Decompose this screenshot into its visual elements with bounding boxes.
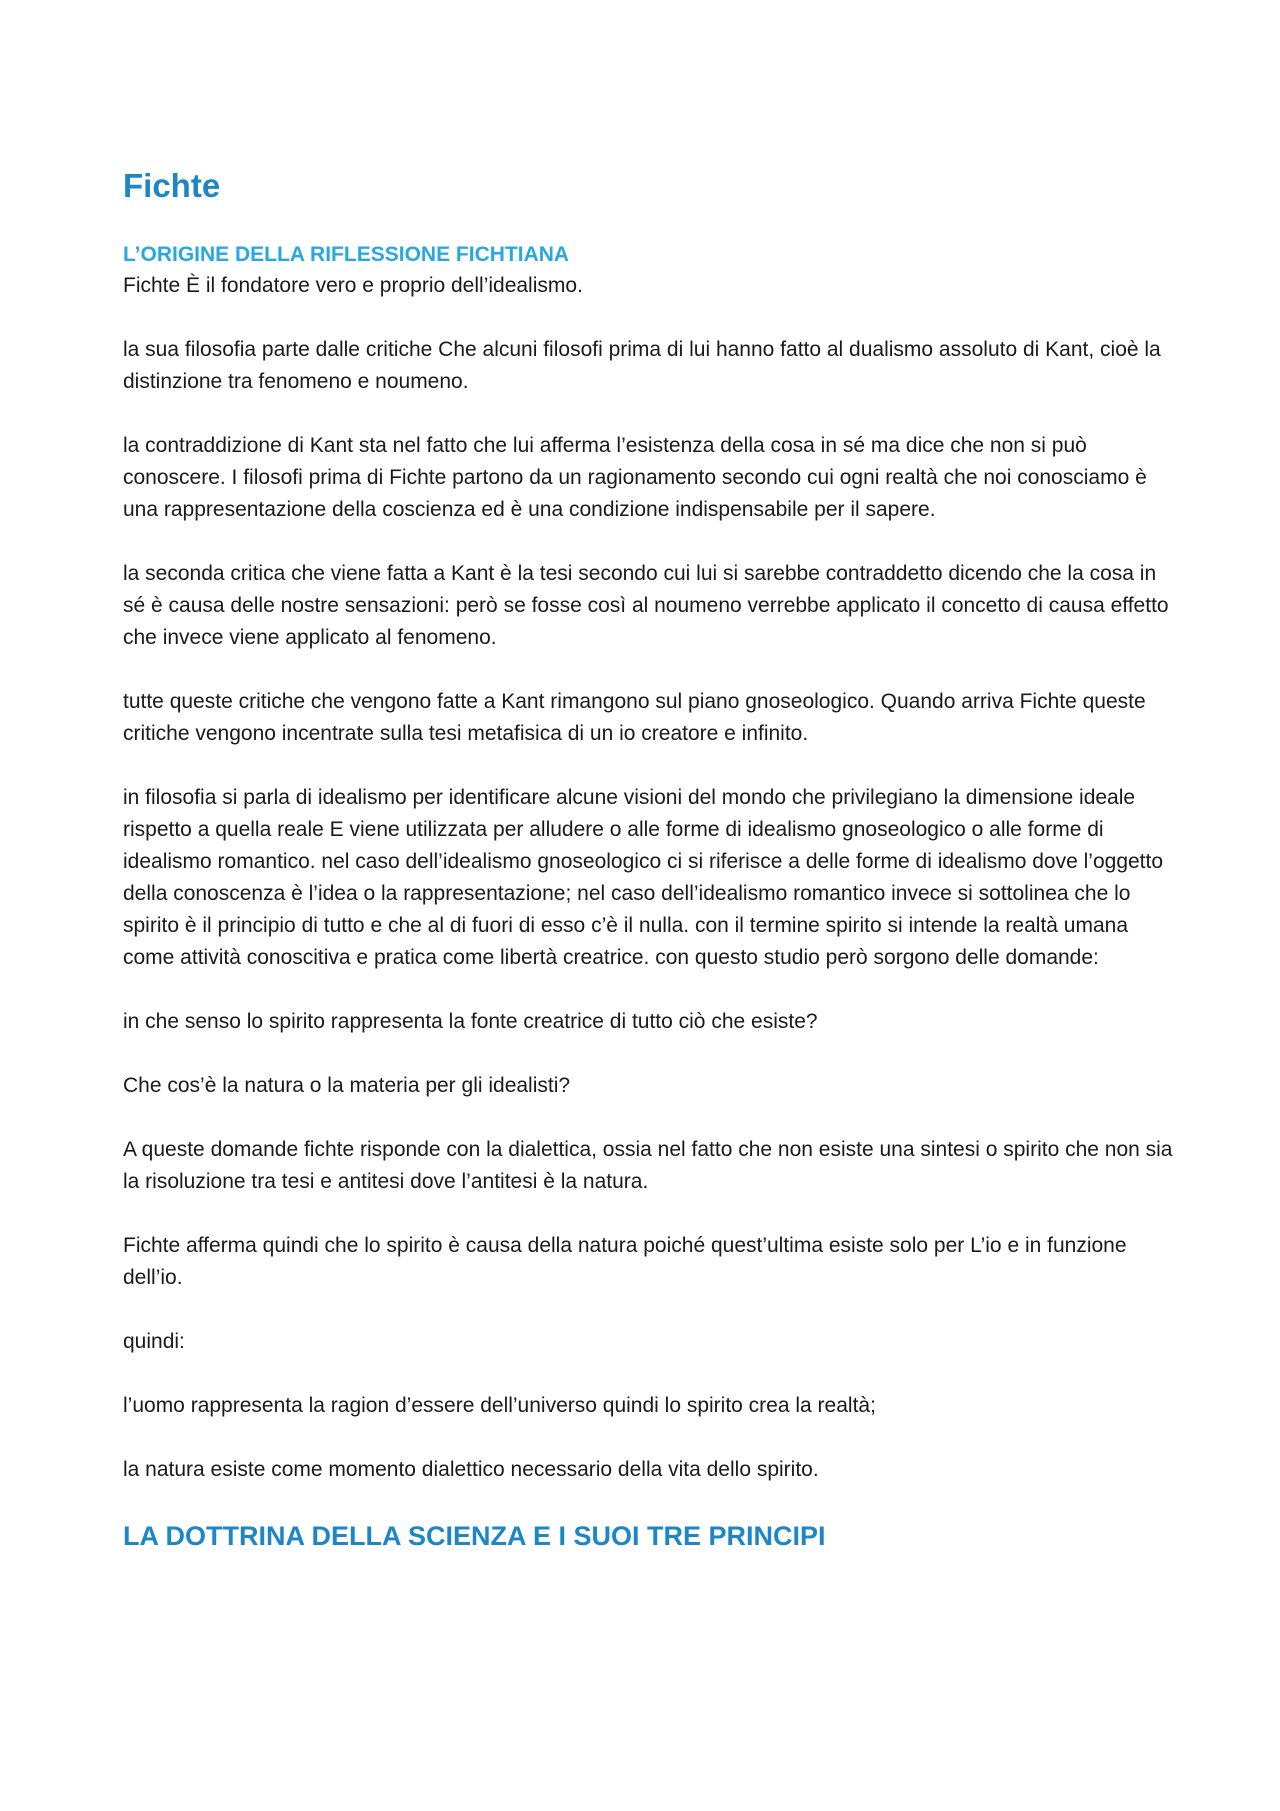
paragraph: tutte queste critiche che vengono fatte a Kant rimangono sul piano gnoseologico. Quando arriva Fichte queste critiche vengono incentrate sulla tesi metafisica di un io creatore e infinito. xyxy=(123,690,1146,745)
section-heading-origin: L’ORIGINE DELLA RIFLESSIONE FICHTIANA xyxy=(123,243,570,266)
paragraph: in filosofia si parla di idealismo per identificare alcune visioni del mondo che privilegiano la dimensione ideale rispetto a quella reale E viene utilizzata per alludere o alle forme di idealismo gnoseologico o alle forme di idealismo romantico. nel caso dell’idealismo gnoseologico ci si riferisce a delle forme di idealismo dove l’oggetto della conoscenza è l’idea o la rappresentazione; nel caso dell’idealismo romantico invece si sottolinea che lo spirito è il principio di tutto e che al di fuori di esso c’è il nulla. con il termine spirito si intende la realtà umana come attività conoscitiva e pratica come libertà creatrice. con questo studio però sorgono delle domande: xyxy=(123,786,1164,969)
paragraph: quindi: xyxy=(123,1330,185,1353)
paragraph: la seconda critica che viene fatta a Kant è la tesi secondo cui lui si sarebbe contraddetto dicendo che la cosa in sé è causa delle nostre sensazioni: però se fosse così al noumeno verrebbe applicato il concetto di causa effetto che invece viene applicato al fenomeno. xyxy=(123,562,1169,649)
paragraph: la sua filosofia parte dalle critiche Che alcuni filosofi prima di lui hanno fatto al dualismo assoluto di Kant, cioè la distinzione tra fenomeno e noumeno. xyxy=(123,338,1161,393)
paragraph: l’uomo rappresenta la ragion d’essere dell’universo quindi lo spirito crea la realtà; xyxy=(123,1394,876,1417)
paragraph: la contraddizione di Kant sta nel fatto che lui afferma l’esistenza della cosa in sé ma dice che non si può conoscere. I filosofi prima di Fichte partono da un ragionamento secondo cui ogni realtà che noi conosciamo è una rappresentazione della coscienza ed è una condizione indispensabile per il sapere. xyxy=(123,434,1147,521)
paragraph: Che cos’è la natura o la materia per gli idealisti? xyxy=(123,1074,571,1097)
section-heading-dottrina: LA DOTTRINA DELLA SCIENZA E I SUOI TRE PRINCIPI xyxy=(123,1521,826,1551)
paragraph: in che senso lo spirito rappresenta la fonte creatrice di tutto ciò che esiste? xyxy=(123,1010,818,1033)
paragraph: A queste domande fichte risponde con la dialettica, ossia nel fatto che non esiste una sintesi o spirito che non sia la risoluzione tra tesi e antitesi dove l’antitesi è la natura. xyxy=(123,1138,1173,1193)
document-page xyxy=(123,166,1173,1554)
paragraph: la natura esiste come momento dialettico necessario della vita dello spirito. xyxy=(123,1458,819,1481)
page-title: Fichte xyxy=(123,167,221,204)
paragraph: Fichte È il fondatore vero e proprio dell’idealismo. xyxy=(123,274,583,297)
paragraph: Fichte afferma quindi che lo spirito è causa della natura poiché quest’ultima esiste solo per L’io e in funzione dell’io. xyxy=(123,1234,1127,1289)
